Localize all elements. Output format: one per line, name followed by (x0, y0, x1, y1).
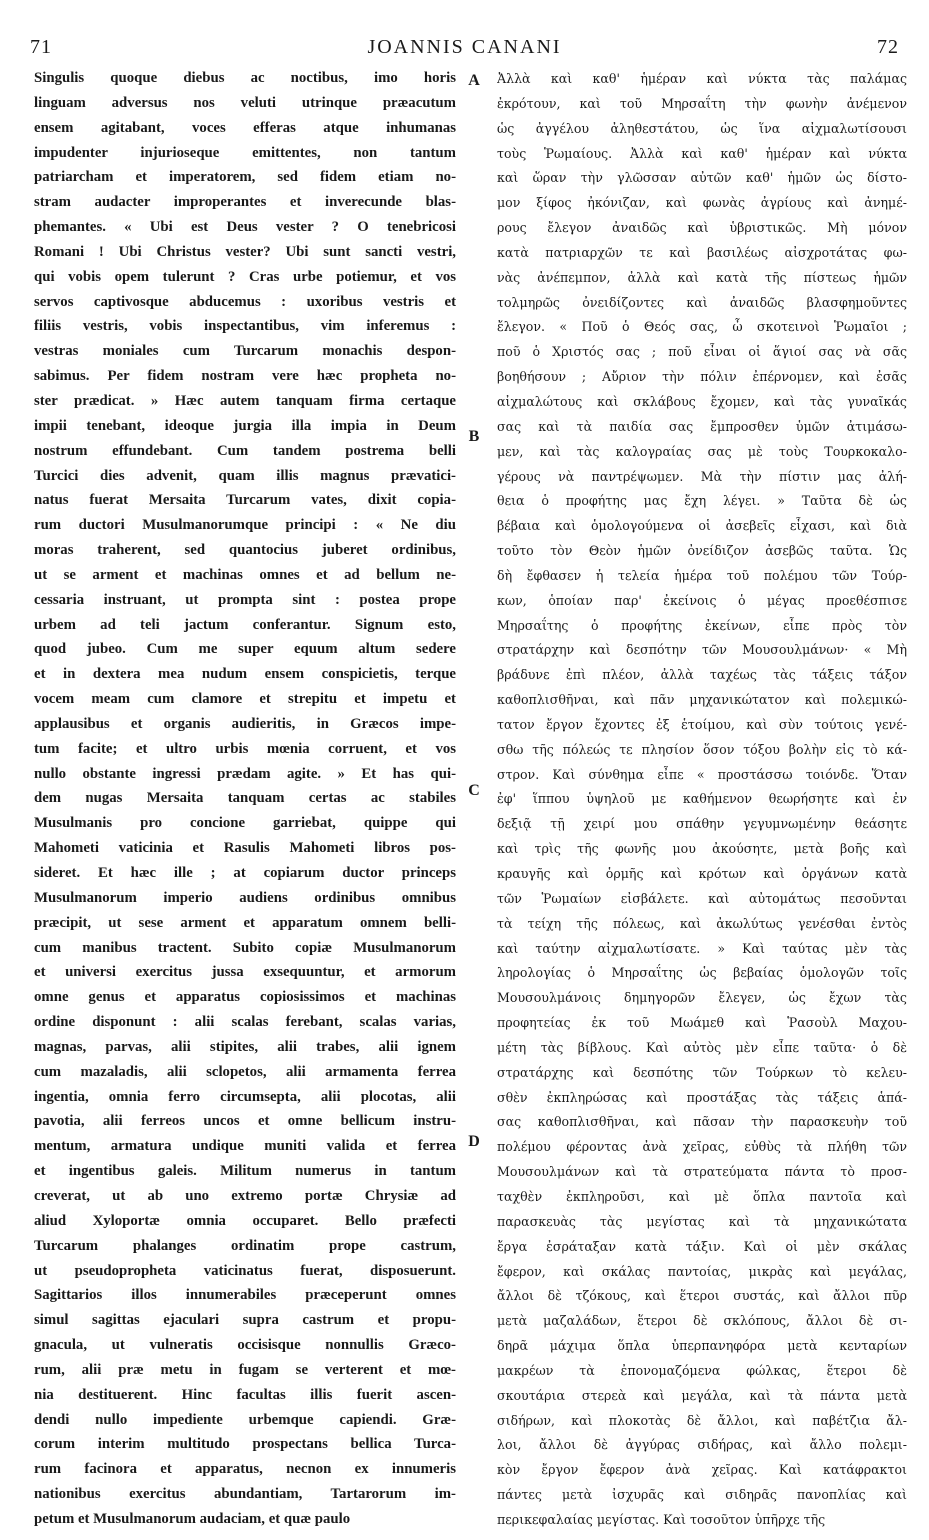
greek-line: καὶ ὥραν τὴν γλῶσσαν αὐτῶν καθ' ἡμῶν ὡς δίστο- (497, 170, 907, 186)
greek-line: νὰς ἀνέπεμπον, ἀλλὰ καὶ κατὰ τῆς πίστεως ἡμῶν (497, 269, 907, 285)
latin-line: dendi nullo impediente urbemque capiendi. Græ- (34, 1411, 456, 1428)
latin-line: ingentia, omnia ferro circumsepta, alii plocotas, alii (34, 1088, 456, 1105)
latin-line: impudenter injurioseque emittentes, non tantum (34, 144, 456, 161)
latin-line: qui vobis opem tulerunt ? Cras urbe potiemur, et vos (34, 268, 456, 285)
greek-line: δηρᾶ μάχιμα ὅπλα ὑπερπανηφόρα μετὰ κενταρίων (497, 1338, 907, 1354)
latin-line: pavotia, alii ferreos uncos et omne bellicum instru- (34, 1113, 456, 1130)
latin-line: simul sagittas ejaculari supra castrum et propu- (34, 1312, 456, 1329)
greek-line: κὸν ἔργον ἔφερον ἀνὰ χεῖρας. Καὶ κατάφρακτοι (497, 1462, 907, 1478)
latin-line: Mahometi vaticinia et Rasulis Mahometi libros pos- (34, 840, 456, 857)
greek-line: στρατάρχης καὶ δεσπότης τῶν Τούρκων τὸ κελευ- (497, 1064, 907, 1080)
greek-line: βοηθήσουν ; Αὔριον τὴν πόλιν ἐπέρνομεν, καὶ ἐσᾶς (497, 369, 907, 385)
greek-line: κραυγῆς καὶ ὁρμῆς καὶ κρότων καὶ ὀργάνων κατὰ (497, 866, 907, 881)
greek-line: περικεφαλαίας μεγίστας. Καὶ τοσοῦτον ὑπῆρχε τῆς (497, 1511, 826, 1527)
greek-line: ρους ἔλεγον ἀναιδῶς καὶ ὑβριστικῶς. Μὴ μόνον (497, 220, 907, 236)
greek-line: Μουσουλμάνοις δημηγορῶν ἔλεγεν, ὡς ἔχων τὰς (497, 990, 907, 1006)
greek-line: θεια ὁ προφήτης μας ἔχη λέγει. » Ταῦτα δὲ ὡς (497, 493, 907, 509)
greek-line: γέρους νὰ παντρέψωμεν. Μὰ τὴν πίστιν μας ἀλή- (497, 468, 907, 484)
greek-line: ποῦ ὁ Χριστός σας ; ποῦ εἶναι οἱ ἅγιοί σας νὰ σᾶς (497, 344, 907, 360)
greek-line: μέτη τὰς βίβλους. Καὶ αὐτὸς μὲν εἶπε ταῦτα· ὁ δὲ (497, 1039, 907, 1055)
greek-line: τῶν Ῥωμαίων εἰσβάλετε. καὶ αὐτομάτως πεσοῦνται (497, 890, 907, 906)
latin-line: corum interim multitudo prospectans bellica Turca- (34, 1436, 456, 1453)
latin-line: ut pseudopropheta vaticinatus fuerat, disposuerunt. (34, 1262, 456, 1279)
page-number-right: 72 (877, 36, 899, 58)
running-title: JOANNIS CANANI (367, 36, 562, 58)
page-header (30, 36, 899, 66)
latin-line: præcipit, ut sese arment et apparatum omnem belli- (34, 914, 456, 931)
greek-line: σας καθοπλισθῆναι, καὶ πᾶσαν τὴν παρασκευὴν τοῦ (497, 1114, 907, 1130)
latin-line: gnacula, ut vulneratis occisisque nonnullis Græco- (34, 1337, 456, 1354)
latin-line: magnas, parvas, alii stipites, alii trabes, alii ignem (34, 1038, 456, 1055)
latin-line: Singulis quoque diebus ac noctibus, imo horis (34, 70, 456, 86)
greek-column (497, 70, 907, 1528)
latin-line: Sagittarios illos innumerabiles præceperunt omnes (34, 1287, 456, 1304)
latin-line: et ingentibus galeis. Militum numerus in tantum (34, 1163, 456, 1180)
latin-line: nia destituerent. Hinc facultas illis fuerit ascen- (34, 1386, 456, 1403)
latin-line: et universi exercitus jussa exsequuntur, et armorum (34, 964, 456, 981)
latin-line: nationibus exercitus abundantiam, Tartarorum im- (34, 1486, 456, 1503)
greek-line: δεξιᾷ τῇ χειρί μου σπάθην γεγυμνωμένην θεάσητε (497, 816, 907, 832)
latin-line: rum ductori Musulmanorumque principi : « Ne diu (34, 517, 456, 534)
latin-line: applausibus et organis audieritis, in Græcos impe- (34, 715, 456, 732)
latin-line: filiis vestris, vobis inspectantibus, vim inferemus : (34, 318, 456, 335)
greek-line: καθοπλισθῆναι, καὶ πᾶν μηχανικώτατον καὶ πολεμικώ- (497, 692, 907, 708)
latin-line: sabimus. Per fidem nostram vere hæc propheta no- (34, 368, 456, 385)
latin-line: rum, alii præ metu in fugam se verterent et mœ- (34, 1361, 456, 1378)
latin-line: cessaria instruant, ut prompta sint : postea prope (34, 591, 456, 608)
greek-line: σθὲν ἐκπληρώσας καὶ προστάξας τὰς τάξεις ἁπά- (497, 1089, 907, 1105)
latin-line: sideret. Et hæc ille ; at copiarum ductor princeps (34, 865, 456, 881)
greek-line: σθω τῆς πόλεώς τε πλησίον ὅσον τόξου βολὴν εἰς τὸ κά- (497, 741, 907, 757)
latin-line: ordine disponunt : alii scalas ferebant, scalas varias, (34, 1014, 456, 1031)
latin-line: Musulmanis pro concione garriebat, quippe qui (34, 815, 456, 832)
greek-line: ληρολογίας ὁ Μηρσαΐτης ὡς βεβαίας ὁμολογῶν τοῖς (497, 965, 907, 981)
greek-line: σιδήρων, καὶ πλοκοτὰς δὲ ἄλλοι, καὶ παβέτζια ἄλ- (497, 1412, 907, 1428)
latin-line: stram audacter improperantes et inverecunde blas- (34, 194, 456, 211)
greek-line: ἐκρότουν, καὶ τοῦ Μηρσαΐτη τὴν φωνὴν ἀνέμενον (497, 95, 907, 111)
latin-line: ensem agitabant, voces efferas atque inhumanas (34, 119, 456, 136)
greek-line: Μουσουλμάνων καὶ τὰ στρατεύματα πάντα τὸ προσ- (497, 1164, 907, 1180)
greek-line: ἄλλοι δὲ τζόκους, καὶ ἕτεροι συστάς, καὶ ἄλλοι πῦρ (497, 1288, 907, 1304)
greek-line: πάντες μετὰ ἰσχυρᾶς καὶ σιδηρᾶς πανοπλίας καὶ (497, 1487, 907, 1503)
greek-line: τοὺς Ῥωμαίους. Ἀλλὰ καὶ καθ' ἡμέραν καὶ νύκτα (497, 145, 907, 161)
latin-line: aliud Xyloportæ omnia occuparet. Bello præfecti (34, 1212, 456, 1229)
greek-line: λοι, ἄλλοι δὲ ἀγγύρας σιδήρας, καὶ ἄλλο πολεμι- (497, 1437, 907, 1453)
latin-line: cum mazaladis, alii sclopetos, alii armamenta ferrea (34, 1063, 456, 1080)
latin-line: Turcici dies advenit, quam illis magnus prævatici- (34, 467, 456, 484)
greek-line: ἔλεγον. « Ποῦ ὁ Θεός σας, ὦ σκοτεινοὶ Ῥωμαῖοι ; (497, 319, 907, 335)
latin-line: cum manibus tractent. Subito copiæ Musulmanorum (34, 939, 456, 956)
latin-line: et in dextera mea nudum ensem conspicietis, terque (34, 666, 456, 683)
greek-line: Ἀλλὰ καὶ καθ' ἡμέραν καὶ νύκτα τὰς παλάμας (497, 71, 907, 86)
greek-line: προφητείας ἐκ τοῦ Μωάμεθ καὶ Ῥασοὺλ Μαχου- (497, 1015, 907, 1031)
latin-line: Romani ! Ubi Christus vester? Ubi sunt sancti vestri, (34, 243, 456, 260)
latin-line: Musulmanorum imperio audiens ordinibus omnibus (34, 889, 456, 906)
latin-line: ster prædicat. » Hæc autem tanquam firma certaque (34, 392, 456, 409)
latin-line: Turcarum phalanges ordinatim prope castrum, (34, 1237, 456, 1254)
latin-line: vocem meam cum clamore et strepitu et impetu et (34, 691, 456, 708)
margin-letter-d: D (468, 1133, 480, 1150)
greek-line: πολέμου φέροντας ἀνὰ χεῖρας, εὐθὺς τὰ πλήθη τῶν (497, 1139, 907, 1155)
latin-column (34, 70, 456, 1528)
latin-line: petum et Musulmanorum audaciam, et quæ paulo (34, 1510, 351, 1527)
greek-line: τὰ τείχη τῆς πόλεως, καὶ ἀκωλύτως γενέσθαι ἐντὸς (497, 915, 907, 931)
latin-line: phemantes. « Ubi est Deus vester ? O tenebricosi (34, 219, 456, 236)
latin-line: servos captivosque abducemus : uxoribus vestris et (34, 293, 456, 310)
latin-line: natus fuerat Mersaita Turcarum vates, dixit copia- (34, 492, 456, 509)
greek-line: μακρέων τὰ ἐπονομαζόμενα φώλκας, ἕτεροι δὲ (497, 1362, 907, 1378)
latin-line: omne genus et apparatus copiosissimos et machinas (34, 989, 456, 1006)
greek-line: ταχθὲν ἐκπληροῦσι, καὶ μὲ ὅπλα παντοῖα καὶ (497, 1188, 907, 1204)
greek-line: καὶ τρὶς τῆς φωνῆς μου ἀκούσητε, μετὰ βοῆς καὶ (497, 841, 907, 857)
greek-line: σκουτάρια στερεὰ καὶ μεγάλα, καὶ τὰ πάντα μετὰ (497, 1387, 907, 1403)
latin-line: linguam adversus nos veluti utrinque præacutum (34, 94, 456, 111)
greek-line: μεν, καὶ τὰς καλογραίας σας μὲ τοὺς Τουρκοκαλο- (497, 443, 907, 459)
greek-line: αἰχμαλώτους καὶ σκλάβους ἔχομεν, καὶ τὰς γυναῖκάς (497, 393, 907, 409)
greek-line: τατον ἔργον ἔχοντες ἐξ ἑτοίμου, καὶ σὺν τούτοις γενέ- (497, 716, 907, 732)
latin-line: quod jubeo. Cum me super equum altum sedere (34, 641, 456, 658)
greek-line: καὶ ταύτην αἰχμαλωτίσατε. » Καὶ ταύτας μὲν τὰς (497, 940, 907, 956)
latin-line: impii tenebant, ideoque jurgia illa impia in Deum (34, 417, 456, 434)
latin-line: urbem ad teli jactum conferantur. Signum esto, (34, 616, 456, 633)
greek-line: σας καὶ τὰ παιδία σας ἔμπροσθεν ὑμῶν ἀτιμάσω- (497, 418, 907, 434)
greek-line: Μηρσαΐτης ὁ προφήτης ἐκείνων, εἶπε πρὸς τὸν (497, 617, 907, 633)
latin-line: dem nugas Mersaita tanquam certas ac stabiles (34, 790, 456, 807)
margin-letter-a: A (468, 72, 480, 89)
greek-line: μον ξίφος ἠκόνιζαν, καὶ φωνὰς ἀγρίους καὶ ἀνημέ- (497, 195, 907, 211)
latin-line: mentum, armatura undique muniti valida et ferrea (34, 1138, 456, 1155)
greek-line: δὴ ἔφθασεν ἡ τελεία ἡμέρα τοῦ πολέμου τῶν Τούρ- (497, 567, 907, 583)
greek-line: στρατάρχην καὶ δεσπότην τῶν Μουσουλμάνων· « Μὴ (497, 642, 907, 658)
greek-line: ὡς ἀγγέλου ἀληθεστάτου, ὡς ἵνα αἰχμαλωτίσουσι (497, 120, 907, 136)
greek-line: κων, ὁποίαν παρ' ἐκείνοις ὁ μέγας προεθέσπισε (497, 592, 907, 608)
greek-line: τοῦτο τὸν Θεὸν ἡμῶν ὀνείδιζον ἀσεβῶς ταῦτα. Ὡς (497, 543, 907, 559)
greek-line: μετὰ μαζαλάδων, ἕτεροι δὲ σκλόπους, ἄλλοι δὲ σι- (497, 1313, 907, 1329)
greek-line: στρον. Καὶ σύνθημα εἶπε « προστάσσω τοιόνδε. Ὅταν (497, 766, 907, 782)
latin-line: ut se arment et machinas omnes et ad bellum ne- (34, 566, 456, 583)
greek-line: ἔργα ἐσράταξαν κατὰ τάξιν. Καὶ οἱ μὲν σκάλας (497, 1238, 907, 1254)
margin-letter-b: B (468, 428, 480, 445)
page-number-left: 71 (30, 36, 52, 58)
latin-line: nullo obstante ingressi prædam agite. » Et has qui- (34, 765, 456, 782)
greek-line: κατὰ πατριαρχῶν τε καὶ βασιλέως αἰσχροτάτας φω- (497, 244, 907, 260)
greek-line: βέβαια καὶ ὁμολογούμενα οἱ ἀσεβεῖς εἶχασι, καὶ διὰ (497, 518, 907, 534)
latin-line: creverat, ut ab uno extremo portæ Chrysiæ ad (34, 1187, 456, 1204)
latin-line: patriarcham et imperatorem, sed fidem etiam no- (34, 169, 456, 186)
greek-line: ἔφερον, καὶ σκάλας παντοίας, μικρὰς καὶ μεγάλας, (497, 1263, 907, 1279)
latin-line: rum facinora et apparatus, necnon ex innumeris (34, 1461, 456, 1478)
latin-line: moras traherent, sed quantocius juberet ordinibus, (34, 542, 456, 559)
latin-line: vestras moniales cum Turcarum monachis despon- (34, 343, 456, 360)
greek-line: παρασκευὰς τὰς μεγίστας καὶ τὰ μηχανικώτατα (497, 1213, 907, 1229)
margin-letter-c: C (468, 782, 480, 799)
greek-line: τολμηρῶς ὀνειδίζοντες καὶ ἀναιδῶς βλασφημοῦντες (497, 294, 907, 310)
latin-line: nostrum effundebant. Cum tandem postrema belli (34, 442, 456, 459)
greek-line: ἐφ' ἵππου ὑψηλοῦ με καθήμενον θεωρήσητε καὶ ἐν (497, 791, 907, 807)
latin-line: tum facite; et ultro urbis mœnia corruent, et vos (34, 740, 456, 757)
greek-line: βράδυνε ἐπὶ πλέον, ἀλλὰ ταχέως τὰς τάξεις τάξον (497, 667, 907, 683)
